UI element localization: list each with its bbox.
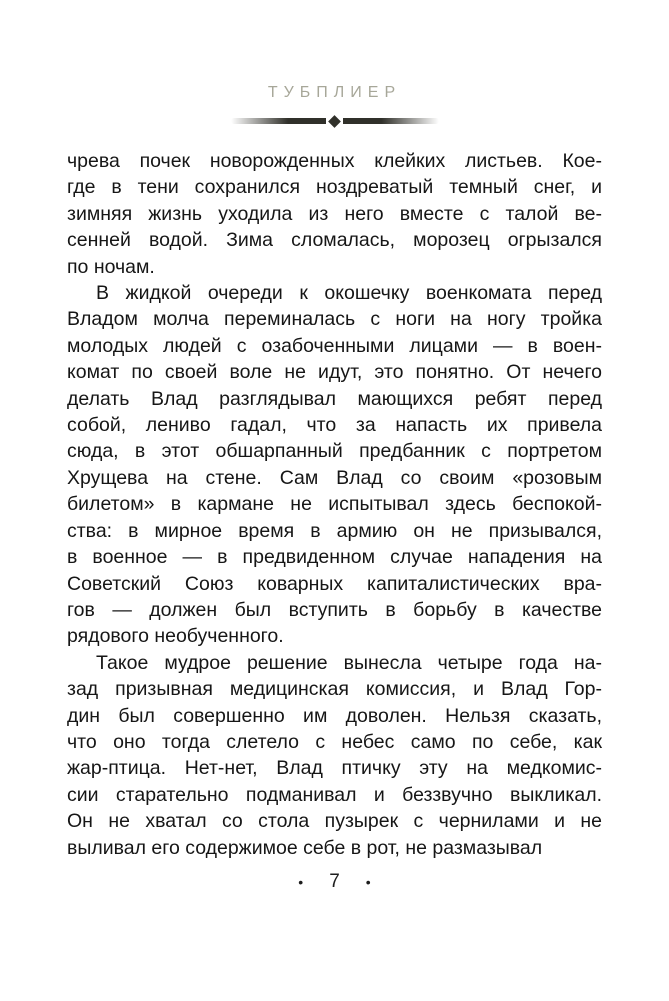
text-line: гов — должен был вступить в борьбу в качестве [67,598,602,621]
paragraph [67,650,602,861]
text-line: зад призывная медицинская комиссия, и Влад Гор- [67,678,602,701]
text-line: ства: в мирное время в армию он не призывался, [67,519,602,542]
text-line: по ночам. [67,255,155,278]
text-line: Он не хватал со стола пузырек с чернилами и не [67,810,602,833]
running-header [0,84,669,127]
text-line: жар-птица. Нет-нет, Влад птичку эту на медкомис- [67,757,602,780]
page-number: 7 [329,871,340,892]
text-line: зимняя жизнь уходила из него вместе с талой ве- [67,202,602,225]
text-line: сенней водой. Зима сломалась, морозец огрызался [67,229,602,252]
body-text [67,148,602,861]
text-line: выливал его содержимое себе в рот, не размазывал [67,836,543,859]
text-line: дин был совершенно им доволен. Нельзя сказать, [67,704,602,727]
footer-dot-left-icon: • [298,873,304,890]
text-line: делать Влад разглядывал мающихся ребят перед [67,387,602,410]
text-line: рядового необученного. [67,625,284,648]
text-line: В жидкой очереди к окошечку военкомата перед [96,282,602,305]
text-line: чрева почек новорожденных клейких листьев. Кое- [67,150,602,172]
text-line: Хрущева на стене. Сам Влад со своим «розовым [67,466,602,489]
footer-dot-right-icon: • [365,873,371,890]
header-ornament [231,115,439,127]
text-line: собой, лениво гадал, что за напасть их привела [67,414,602,437]
page-footer [0,872,669,891]
text-line: сюда, в этот обшарпанный предбанник с портретом [67,440,602,463]
paragraph [67,148,602,280]
text-line: Такое мудрое решение вынесла четыре года на- [96,651,602,674]
text-line: Владом молча переминалась с ноги на ногу тройка [67,308,602,331]
text-line: где в тени сохранился ноздреватый темный снег, и [67,176,602,199]
text-line: молодых людей с озабоченными лицами — в воен- [67,334,602,357]
text-line: Советский Союз коварных капиталистических вра- [67,572,602,595]
ornament-rule-right-icon [343,118,439,124]
text-line: билетом» в кармане не испытывал здесь беспокой- [67,493,602,516]
diamond-icon [328,115,341,128]
text-line: в военное — в предвиденном случае нападения на [67,546,602,569]
ornament-rule-left-icon [231,118,327,124]
paragraph [67,280,602,650]
book-title: ТУБПЛИЕР [267,84,402,101]
text-line: сии старательно подманивал и беззвучно выкликал. [67,783,602,806]
text-line: комат по своей воле не идут, это понятно. От нечего [67,361,602,384]
text-line: что оно тогда слетело с небес само по себе, как [67,730,602,753]
